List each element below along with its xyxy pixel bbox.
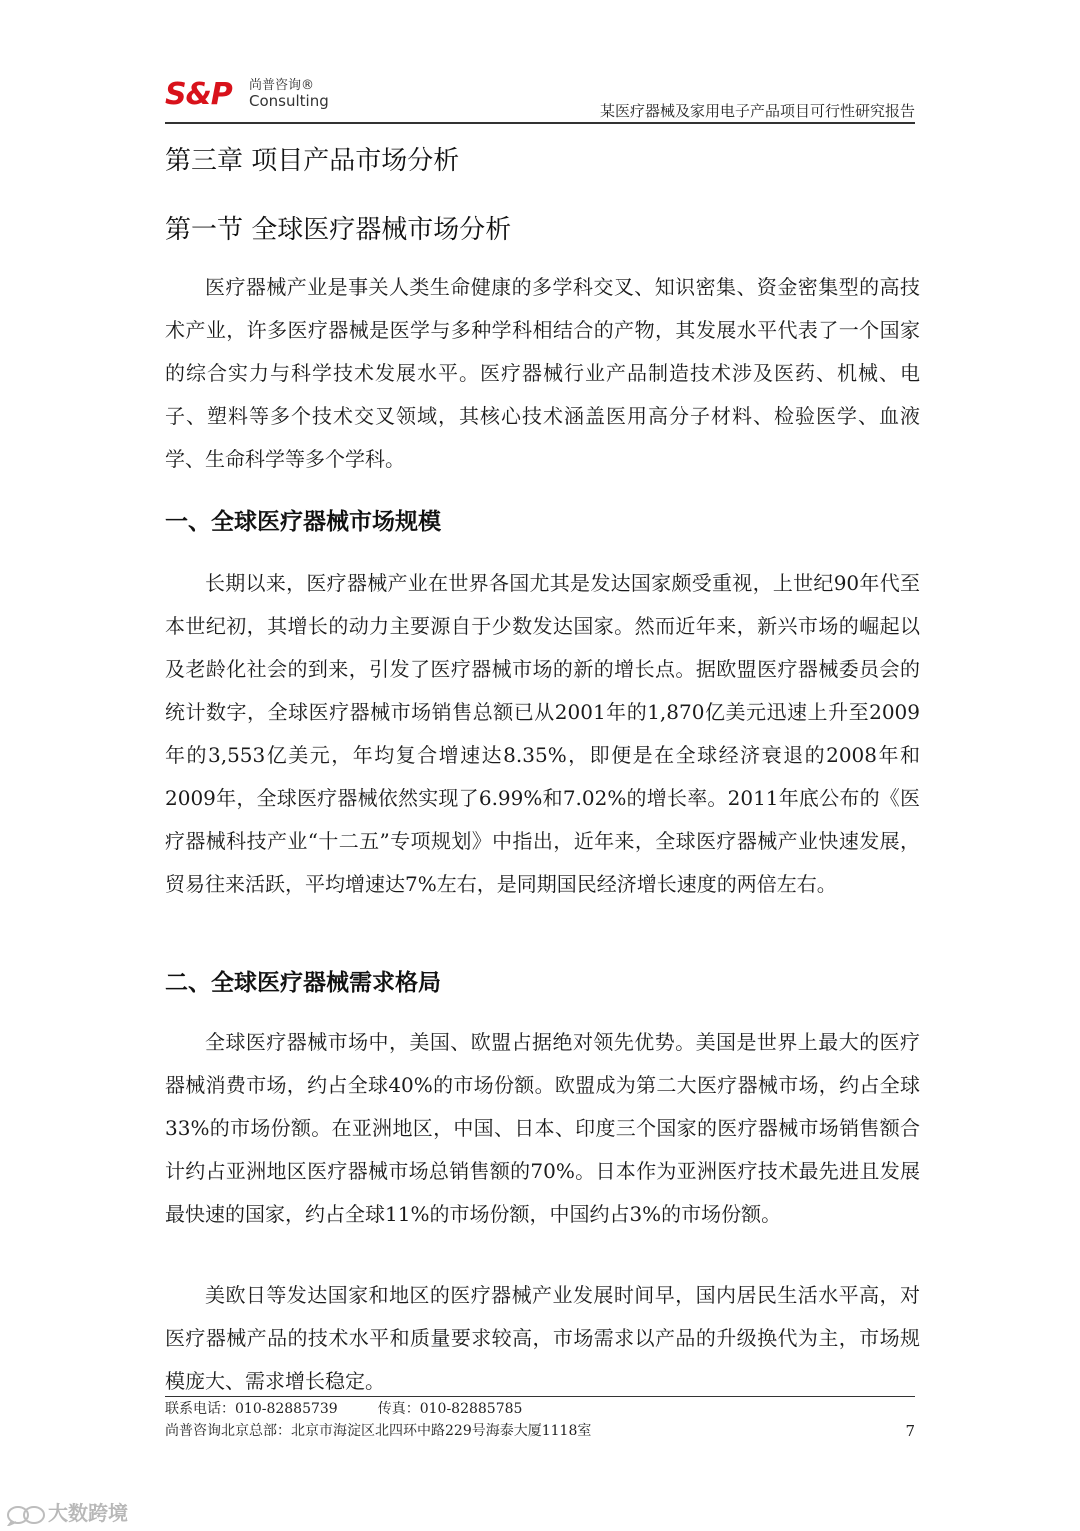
- footer-contact: [165, 1400, 522, 1418]
- logo-chinese-name: 尚普咨询®: [249, 78, 315, 93]
- section-title: 第一节 全球医疗器械市场分析: [165, 215, 512, 245]
- footer-phone: 联系电话：010-82885739: [165, 1401, 338, 1417]
- subsection-title-demand-pattern: 二、全球医疗器械需求格局: [165, 970, 441, 996]
- watermark-text: 大数跨境: [48, 1501, 128, 1525]
- market-size-paragraph: 长期以来，医疗器械产业在世界各国尤其是发达国家颇受重视，上世纪90年代至本世纪初，其增长的动力主要源自于少数发达国家。然而近年来，新兴市场的崛起以及老龄化社会的到来，引发了医疗器械市场的新的增长点。据欧盟医疗器械委员会的统计数字，全球医疗器械市场销售总额已从2001年的1,870亿美元迅速上升至2009年的3,553亿美元，年均复合增速达8.35%，即便是在全球经济衰退的2008年和2009年，全球医疗器械依然实现了6.99%和7.02%的增长率。2011年底公布的《医疗器械科技产业“十二五”专项规划》中指出，近年来，全球医疗器械产业快速发展，贸易往来活跃，平均增速达7%左右，是同期国民经济增长速度的两倍左右。: [165, 571, 920, 896]
- chat-bubble-icon: [6, 1504, 48, 1526]
- subsection-title-market-size: 一、全球医疗器械市场规模: [165, 509, 441, 535]
- footer-address: 尚普咨询北京总部：北京市海淀区北四环中路229号海泰大厦1118室: [165, 1423, 592, 1439]
- intro-paragraph: 医疗器械产业是事关人类生命健康的多学科交叉、知识密集、资金密集型的高技术产业，许多医疗器械是医学与多种学科相结合的产物，其发展水平代表了一个国家的综合实力与科学技术发展水平。医疗器械行业产品制造技术涉及医药、机械、电子、塑料等多个技术交叉领域，其核心技术涵盖医用高分子材料、检验医学、血液学、生命科学等多个学科。: [165, 275, 920, 471]
- watermark: [6, 1497, 128, 1526]
- logo-english-name: Consulting: [249, 92, 329, 110]
- logo-mark: S&P: [165, 77, 232, 112]
- page-number: 7: [905, 1422, 915, 1440]
- header-divider: [165, 122, 915, 124]
- demand-pattern-paragraph-2: 美欧日等发达国家和地区的医疗器械产业发展时间早，国内居民生活水平高，对医疗器械产品的技术水平和质量要求较高，市场需求以产品的升级换代为主，市场规模庞大、需求增长稳定。: [165, 1283, 920, 1393]
- report-title: 某医疗器械及家用电子产品项目可行性研究报告: [599, 102, 915, 120]
- footer-divider: [165, 1396, 915, 1397]
- company-logo: [165, 78, 335, 114]
- footer-fax: 传真：010-82885785: [377, 1401, 523, 1417]
- chapter-title: 第三章 项目产品市场分析: [165, 146, 460, 176]
- demand-pattern-paragraph-1: 全球医疗器械市场中，美国、欧盟占据绝对领先优势。美国是世界上最大的医疗器械消费市场，约占全球40%的市场份额。欧盟成为第二大医疗器械市场，约占全球33%的市场份额。在亚洲地区，中国、日本、印度三个国家的医疗器械市场销售额合计约占亚洲地区医疗器械市场总销售额的70%。日本作为亚洲医疗技术最先进且发展最快速的国家，约占全球11%的市场份额，中国约占3%的市场份额。: [165, 1030, 920, 1226]
